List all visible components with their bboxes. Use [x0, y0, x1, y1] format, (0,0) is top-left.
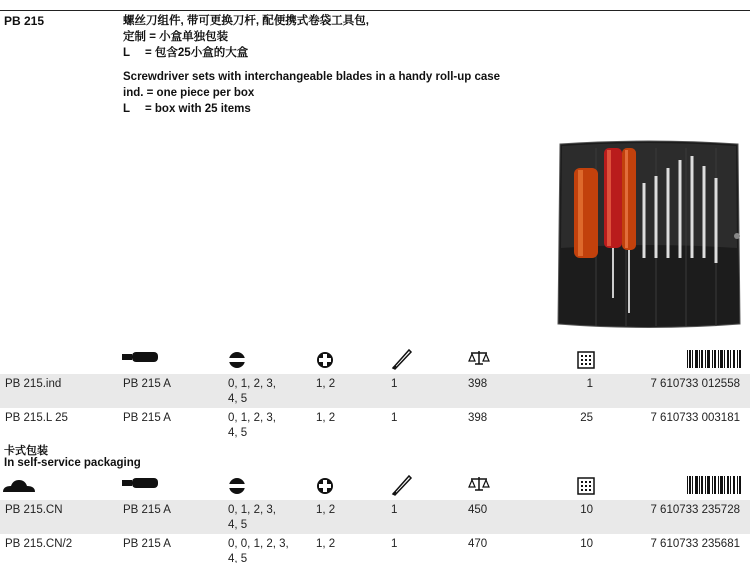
- tip-count: 1: [391, 504, 398, 516]
- tip-count: 1: [391, 412, 398, 424]
- description-cn-text: = 包含25小盒的大盒: [145, 47, 249, 59]
- table1-icon-header: [0, 348, 750, 372]
- ean-code: 7 610733 012558: [650, 378, 740, 390]
- weight: 398: [468, 378, 488, 390]
- weight: 470: [468, 538, 488, 550]
- phillips-icon: [316, 351, 334, 369]
- tip-icon: [391, 474, 413, 496]
- table2-icon-header: [0, 474, 750, 498]
- ean-code: 7 610733 235728: [650, 504, 740, 516]
- phillips-sizes: 1, 2: [316, 538, 336, 550]
- blade-code: PB 215 A: [123, 504, 171, 516]
- box-quantity: 1: [586, 378, 593, 390]
- barcode-icon: [687, 350, 741, 368]
- description-en-text: = box with 25 items: [145, 103, 251, 115]
- description-en-line-1: Screwdriver sets with interchangeable blades in a handy roll-up case: [123, 71, 501, 83]
- blade-icon: [122, 478, 158, 488]
- table-row: [0, 500, 750, 534]
- phillips-sizes: 1, 2: [316, 504, 336, 516]
- description-cn-prefix: L: [123, 47, 131, 59]
- table-row: [0, 374, 750, 408]
- tip-icon: [391, 348, 413, 370]
- description-cn-line-3: [123, 46, 248, 62]
- order-number: PB 215.L 25: [5, 412, 68, 424]
- weight: 398: [468, 412, 488, 424]
- section-title-cn: 卡式包装: [4, 445, 48, 457]
- hanger-pack-icon: [3, 479, 35, 493]
- description-en-line-3: [123, 102, 251, 118]
- slotted-icon: [228, 351, 246, 369]
- box-quantity: 10: [580, 538, 593, 550]
- slotted-sizes: 0, 1, 2, 3, 4, 5: [228, 412, 276, 439]
- table-row: [0, 534, 750, 563]
- weight-scale-icon: [468, 476, 490, 492]
- ean-code: 7 610733 235681: [650, 538, 740, 550]
- box-quantity-icon: [577, 351, 595, 369]
- description-en-line-2: ind. = one piece per box: [123, 87, 255, 99]
- order-number: PB 215.ind: [5, 378, 62, 390]
- slotted-sizes: 0, 1, 2, 3, 4, 5: [228, 378, 276, 405]
- blade-code: PB 215 A: [123, 538, 171, 550]
- order-number: PB 215.CN: [5, 504, 63, 516]
- weight: 450: [468, 504, 488, 516]
- phillips-sizes: 1, 2: [316, 412, 336, 424]
- section-title-en: In self-service packaging: [4, 457, 141, 469]
- phillips-icon: [316, 477, 334, 495]
- top-rule: [0, 10, 750, 11]
- blade-code: PB 215 A: [123, 412, 171, 424]
- blade-code: PB 215 A: [123, 378, 171, 390]
- order-number: PB 215.CN/2: [5, 538, 73, 550]
- barcode-icon: [687, 476, 741, 494]
- product-code: PB 215: [4, 14, 45, 28]
- slotted-icon: [228, 477, 246, 495]
- description-en-prefix: L: [123, 103, 131, 115]
- description-cn-line-1: 螺丝刀组件, 带可更换刀杆, 配便携式卷袋工具包,: [123, 15, 369, 27]
- tip-count: 1: [391, 378, 398, 390]
- slotted-sizes: 0, 1, 2, 3, 4, 5: [228, 504, 276, 531]
- tip-count: 1: [391, 538, 398, 550]
- product-image: [556, 138, 742, 331]
- blade-icon: [122, 352, 158, 362]
- description-cn-line-2: 定制 = 小盒单独包装: [123, 31, 229, 43]
- table-row: [0, 408, 750, 442]
- box-quantity-icon: [577, 477, 595, 495]
- ean-code: 7 610733 003181: [650, 412, 740, 424]
- box-quantity: 25: [580, 412, 593, 424]
- phillips-sizes: 1, 2: [316, 378, 336, 390]
- weight-scale-icon: [468, 350, 490, 366]
- slotted-sizes: 0, 0, 1, 2, 3, 4, 5: [228, 538, 289, 563]
- box-quantity: 10: [580, 504, 593, 516]
